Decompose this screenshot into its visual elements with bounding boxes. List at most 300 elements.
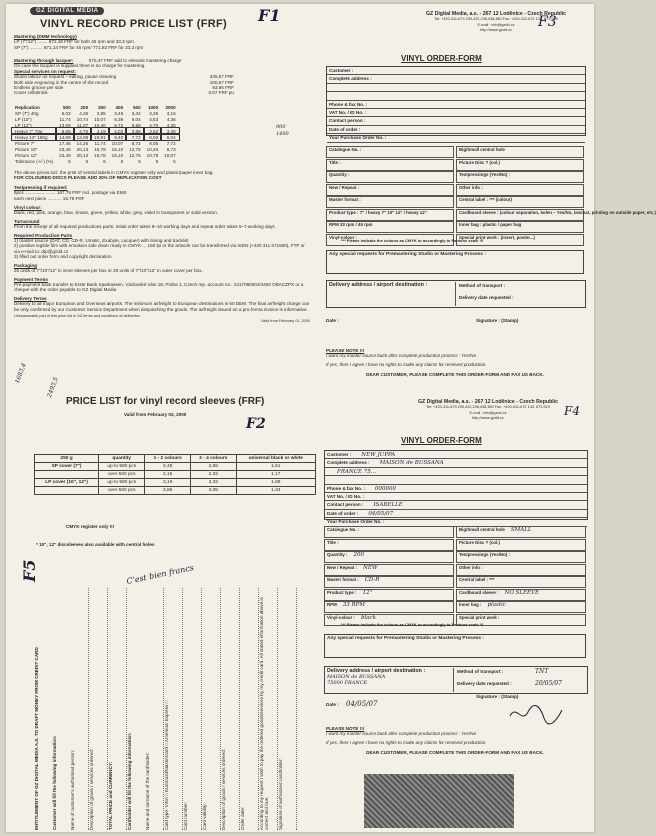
company-tel: Tel: +420-311-673 239,422,238,438,380 Fax: +420-311-672 143, 673 519 <box>434 17 558 22</box>
company-web: http://www.gzdd.cz <box>472 416 504 421</box>
table-header: 1000 <box>147 104 159 110</box>
table-header: universal black or white <box>236 455 315 463</box>
lacquer-heading: Mastering through lacquer: <box>14 58 74 63</box>
delivery-address-value: MAISON de BUSSANA <box>327 674 386 681</box>
delivery-text: Delivery to all major European and Overseas airports. The minimum airfreight to European destinations is 60 DEM. The final airfreight charge can be only confirmed by our Customer Service Department when despatching the goods. The airfreight issued on a pro-forma invoice is informative. <box>14 301 310 312</box>
form-cell-value: 33 RPM <box>342 602 365 608</box>
table-cell: 3,36 <box>161 128 179 134</box>
table-header: 1 - 2 colours <box>145 455 191 463</box>
table-cell: 13,09 <box>59 122 71 128</box>
label-f1: F1 <box>258 6 281 25</box>
table-header: 500 <box>63 104 71 110</box>
mastering-heading: Mastering (DMM technology) <box>14 34 77 39</box>
form-cell[interactable] <box>326 209 454 221</box>
table-header: 2000 <box>165 104 176 110</box>
payment-heading: Payment Terms <box>14 276 48 282</box>
lacquer-value: 0,67 FRF pu <box>208 90 234 96</box>
form-cell-label: Inner bag : <box>459 602 482 607</box>
form-field-value: NEW JUPPA <box>361 452 396 458</box>
credit-card-form <box>34 588 300 830</box>
form-field[interactable] <box>327 84 585 92</box>
table-cell: 12,75 <box>129 152 141 158</box>
scanned-document <box>6 4 656 832</box>
delivery-date-value: 20/05/07 <box>535 680 562 687</box>
table-cell: 2,85 <box>145 487 191 495</box>
form-cell[interactable] <box>456 576 586 588</box>
label-f2: F2 <box>246 416 266 432</box>
credit-card-form-line[interactable]: Card type: VISA □ EuroCard/MasterCard □ American Express □ <box>164 588 183 830</box>
table-cell: 5,03 <box>61 110 71 116</box>
table-cell: LP (10") <box>15 116 32 122</box>
mastering-line: SP (7") .......... 871,14 FRF for 45 rpm/ 771,83 FRF for 33,3 rpm <box>14 44 144 50</box>
signature-label: Signature : (Stamp) <box>476 318 519 323</box>
form-cell-label: Picture Disc ? (col.) <box>459 159 500 165</box>
table-cell: 3,15 <box>166 110 176 116</box>
lacquer-value: 570,47 FRF add to relevant mastering charge <box>88 58 182 63</box>
delivery-heading: Delivery Terms <box>14 295 47 301</box>
form-field-label: Your Purchase Order No. : <box>329 135 387 141</box>
table-cell: 3,05 <box>191 487 237 495</box>
mastering-section <box>14 34 304 50</box>
sleeves-valid: Valid from February 02, 2000 <box>124 412 187 417</box>
form-cell-label: Vinyl-colour : <box>327 614 355 620</box>
table-cell: 23,49 <box>59 146 71 152</box>
form-field[interactable] <box>327 134 585 142</box>
form-cell[interactable] <box>324 539 454 551</box>
form-cell[interactable] <box>324 551 454 563</box>
form-cell[interactable] <box>456 171 584 183</box>
margin-note: 2493,5 <box>46 376 60 399</box>
table-cell: 2,15 <box>145 471 191 479</box>
test-pressing-line: each next piece ........... 16,78 FRF <box>14 195 85 201</box>
form-field[interactable] <box>327 92 585 100</box>
note-line: If yes, then I agree I have no rights to make any claims for received production. <box>326 361 487 367</box>
table-cell: 6 <box>138 158 141 164</box>
method-transport-value: TNT <box>535 668 549 675</box>
form-field[interactable] <box>327 67 585 75</box>
form-cell[interactable] <box>456 196 584 208</box>
please-note: PLEASE NOTE !!! <box>326 348 365 353</box>
form-field-label: VAT No. / ID No. : <box>327 493 365 499</box>
table-cell: 6,04 <box>131 116 141 122</box>
table-cell: 1,34 <box>236 487 315 495</box>
table-cell: up to 500 pcs <box>99 479 145 487</box>
credit-card-form-line[interactable]: Name of customer's authorized person: <box>70 588 89 830</box>
form-field[interactable] <box>327 101 585 109</box>
table-header: Replication <box>15 104 40 110</box>
table-cell: 20,13 <box>76 146 89 152</box>
table-cell: 7,72 <box>166 140 176 146</box>
vinyl-colour-heading: Vinyl colour: <box>14 205 42 211</box>
form-field-label: Date of order : <box>327 510 359 516</box>
table-cell: 3,86 <box>126 128 144 134</box>
form-cell-value: black <box>360 614 376 621</box>
table-cell: SP (7") 40g <box>15 110 39 116</box>
date-value: 04/05/07 <box>346 700 378 708</box>
form-cell[interactable] <box>456 564 586 576</box>
notes-section <box>14 170 310 325</box>
sleeves-table <box>34 454 316 495</box>
form-cell-label: Big/Small central hole <box>459 527 505 532</box>
label-f3: F3 <box>538 14 557 30</box>
company-web: http://www.gzdd.cz <box>480 28 512 33</box>
form-cell[interactable] <box>326 184 454 196</box>
table-header: quantity <box>99 455 145 463</box>
form-cell-label: RPM 33 rpm / 45 rpm <box>329 222 373 227</box>
table-cell: 6,88 <box>131 122 141 128</box>
note-line: If yes, then I agree I have no rights to make any claims for received production. <box>326 739 487 745</box>
table-cell: 15,10 <box>111 146 124 152</box>
form-cell[interactable] <box>326 146 454 158</box>
form-cell[interactable] <box>326 221 454 233</box>
table-cell: Heavy 7" 70g <box>12 128 56 134</box>
lacquer-section <box>14 58 304 96</box>
form-cell-label: Other info : <box>459 184 483 190</box>
table-cell: 4,03 <box>109 128 127 134</box>
table-cell: 6 <box>68 158 71 164</box>
fax-back-note: DEAR CUSTOMER, PLEASE COMPLETE THIS ORDER-FORM AND FAX US BACK. <box>366 372 544 378</box>
form-cell[interactable] <box>324 589 454 601</box>
sleeves-header-row <box>35 455 316 463</box>
credit-card-form-line[interactable]: Description of goods / services ordered: <box>89 588 108 830</box>
table-cell: up to 500 pcs <box>99 463 145 471</box>
table-cell: 9,40 <box>109 134 127 140</box>
table-header: 300 <box>98 104 106 110</box>
form-cell-label: Master format : <box>327 577 359 582</box>
company-email: E-mail : info@gzdd.cz <box>469 410 507 415</box>
req-parts-line: 1) master source (DAT, CD, CD-R, Umatic, Exabyte, Lacquer) with timing and tracklist <box>14 238 189 244</box>
table-cell: 2,65 <box>191 463 237 471</box>
table-cell: Picture 7" <box>15 140 35 146</box>
form-field[interactable] <box>327 109 585 117</box>
form-cell-label: Big/Small central hole <box>459 147 505 152</box>
method-transport-label: Method of transport : <box>457 669 504 674</box>
credit-card-form-line: ENTITLEMENT OF GZ DIGITAL MEDIA A.S. TO DRAFT MONEY FROM CREDIT CARD <box>34 647 39 830</box>
form-field-value: ISABELLE <box>373 502 403 509</box>
table-cell: 3,42 <box>131 110 141 116</box>
form-cell-label: Catalogue No. : <box>327 527 360 532</box>
form-cell-label: Master format : <box>329 197 361 202</box>
table-header: 500 <box>133 104 141 110</box>
form-field-label: Phone & fax No. : <box>329 101 368 107</box>
table-row <box>35 463 316 471</box>
disc-note: * 10", 12" discsleeves also available with central holes <box>36 542 155 547</box>
valid-from: Valid from February 01, 2000 <box>261 319 310 324</box>
table-cell: 6 <box>120 158 124 164</box>
credit-card-form-line[interactable]: Order date: <box>240 588 259 830</box>
table-row <box>35 487 316 495</box>
form-cell-label: Product type : <box>327 589 357 595</box>
test-pressing-heading: Testpressing if required: <box>14 184 68 190</box>
form-cell-label: New / Repeat : <box>329 184 360 190</box>
form-field[interactable] <box>325 485 587 493</box>
credit-card-form-line: According to my request I wish to pay the ordered goods/services by my credit card. All stated information above is correct and true. <box>259 588 278 830</box>
form-field[interactable] <box>325 468 587 476</box>
form-field-label: Complete address : <box>329 76 372 82</box>
table-cell: 14,09 <box>56 134 74 140</box>
test-pressing-line: 5pcs ........................ 167,79 FRF incl. postage via EMS <box>14 190 127 196</box>
form-cell[interactable] <box>456 601 586 613</box>
form-cell[interactable] <box>326 171 454 183</box>
table-cell: 1,51 <box>236 463 315 471</box>
packaging-heading: Packaging <box>14 262 37 268</box>
form-cell[interactable] <box>326 159 454 171</box>
table-cell: 5 <box>155 158 159 164</box>
table-cell: 10,40 <box>146 146 159 152</box>
form-field-value: FRANCE 75... <box>337 468 376 475</box>
form-cell-value: SMALL <box>510 527 532 533</box>
scanned-stamp-image <box>364 774 514 828</box>
form-field-label: VAT No. / ID No. : <box>329 109 367 115</box>
table-row <box>12 134 179 140</box>
company-name: GZ Digital Media, a.s. - 267 12 Loděnice - Czech Republic <box>417 399 559 405</box>
margin-note: 1400 <box>276 131 289 137</box>
table-cell: 8,05 <box>149 140 159 146</box>
form-field-label: Complete address : <box>327 460 370 466</box>
form-cell[interactable] <box>456 221 584 233</box>
table-cell: 8,72 <box>131 140 141 146</box>
form-field[interactable] <box>325 510 587 518</box>
table-cell: 17,45 <box>59 140 71 146</box>
table-cell: 4,70 <box>74 128 92 134</box>
product-info-grid <box>324 526 586 621</box>
form-field-label: Date of order : <box>329 126 361 132</box>
table-row <box>35 471 316 479</box>
credit-card-form-line: Cardholder will fill the following information: <box>127 732 132 830</box>
lacquer-line: Studio labour on request – editing, pause cleaning <box>14 74 117 80</box>
form-field[interactable] <box>325 451 587 459</box>
credit-card-form-line[interactable]: TOTAL PRICE and CURRENCY: <box>108 588 127 830</box>
table-cell: 2,48 <box>145 463 191 471</box>
form-field-label: Phone & fax No. : <box>327 485 366 491</box>
table-cell: 23,49 <box>59 152 71 158</box>
lacquer-line: Cover cellotinink <box>14 90 48 96</box>
req-parts-line: 2) positive legible film with emulsion side down ready in CMYK ... 150 lpi or the artwork can be transferred via ISDN (+420 311 671560), FTP or via e-mail to: dtp@gzdd.cz <box>14 243 305 254</box>
form-field-value: 04/05/07 <box>368 510 394 517</box>
form-cell[interactable] <box>324 526 454 538</box>
form-cell[interactable] <box>456 526 586 538</box>
table-cell: 10,91 <box>91 134 109 140</box>
form-cell-label: Other info : <box>459 564 483 570</box>
form-cell-label: Vinyl-colour : <box>329 234 357 240</box>
form-cell-label: Title : <box>329 159 341 165</box>
form-cell-value: 12" <box>362 589 373 596</box>
table-cell: 10,07 <box>111 140 124 146</box>
table-cell: 20,13 <box>76 152 89 158</box>
lacquer-line: On case the lacquer is supplied there is no charge for mastering. <box>14 63 146 69</box>
table-cell: 3,19 <box>145 479 191 487</box>
form-cell-label: Product type : 7" / heavy 7" 10" 12" / heavy 12" <box>329 209 427 215</box>
form-cell-value: plastic <box>487 602 506 608</box>
vinyl-colour-text: black, red, pink, orange, blue, brown, green, yellow, white, grey, violet in transparent or solid version. <box>14 210 218 216</box>
replication-table <box>12 104 179 164</box>
form-cell-label: Testpressings (Yes/No) : <box>459 172 510 177</box>
table-row <box>35 479 316 487</box>
table-cell: 8,72 <box>114 122 124 128</box>
form-field[interactable] <box>327 126 585 134</box>
credit-card-form-line[interactable]: Card validity: <box>202 588 221 830</box>
form-cell-label: Special print work : <box>459 614 500 620</box>
colored-discs-note: FOR COLOURED DISCS PLEASE ADD 20% OF REPLICATION COST <box>14 175 162 181</box>
method-transport-label: Method of transport : <box>459 283 506 288</box>
form-cell[interactable] <box>456 209 656 221</box>
form-cell[interactable] <box>456 539 586 551</box>
form-cell-label: Catalogue No. : <box>329 147 362 152</box>
form-field[interactable] <box>325 501 587 509</box>
handwritten-note: C'est bien francs <box>125 562 195 587</box>
table-row <box>12 146 179 152</box>
gz-logo: GZ DIGITAL MEDIA <box>30 7 104 15</box>
table-cell: SP cover (7") <box>35 463 99 471</box>
form-field[interactable] <box>325 459 587 467</box>
special-requests-field[interactable] <box>326 250 584 274</box>
table-cell: LP cover (10", 12") <box>35 479 99 487</box>
margin-note: 900 <box>276 124 286 130</box>
company-tel: Tel: +420-311-673 239,422,238,438,380 Fax: +420-311-672 143, 673 519 <box>426 405 550 410</box>
credit-card-form-line[interactable]: Name and surname of the cardholder: <box>145 588 164 830</box>
form-cell[interactable] <box>456 589 586 601</box>
form-cell-label: Inner bag : plastic / paper bag <box>459 222 522 227</box>
special-requests-label: Any special requests for Premastering Studio or Mastering Process : <box>329 252 487 257</box>
lacquer-value: 93,96 FRF <box>212 85 234 91</box>
signature-scribble <box>506 702 566 726</box>
please-note: PLEASE NOTE !!! <box>326 726 365 731</box>
credit-card-form-line[interactable]: Card number: <box>183 588 202 830</box>
date-label: Date : <box>326 318 339 323</box>
form-field-label: Contact person : <box>329 118 366 124</box>
label-f4: F4 <box>564 404 580 418</box>
table-cell: 15,10 <box>111 152 124 158</box>
form-field[interactable] <box>325 476 587 484</box>
delivery-address-field[interactable] <box>329 282 456 306</box>
customer-info-box <box>324 450 588 525</box>
table-row <box>12 152 179 158</box>
form-cell-label: Quantity : <box>327 552 348 557</box>
form-cell-label: Testpressings (Yes/No) : <box>459 552 510 557</box>
cmyk-note: *** Please indicate the colours as CMYK or accordingly to Pantone scale !!! <box>341 622 484 627</box>
table-cell: Picture 12" <box>15 152 38 158</box>
table-cell: 4,36 <box>166 122 176 128</box>
table-cell: 6 <box>85 158 89 164</box>
lacquer-line: Special services on request: <box>14 68 77 74</box>
delivery-box <box>324 666 588 694</box>
table-cell: 6 <box>103 158 106 164</box>
table-cell: 6,04 <box>161 134 179 140</box>
please-note-section <box>326 348 584 378</box>
delivery-box <box>326 280 586 308</box>
packaging-text: 25 units of 7"/10"/12" in inner sleeves per box or 20 units of 7"/10"/12" in outer cover per box. <box>14 268 203 274</box>
form-cell-label: Title : <box>327 539 339 545</box>
lacquer-line: Both side engraving in the centre of the record <box>14 79 109 85</box>
form-field-label: Your Purchase Order No. : <box>327 519 385 525</box>
form-cell-value: NEW <box>363 564 378 571</box>
table-cell <box>35 471 99 479</box>
table-cell: 5 <box>173 158 176 164</box>
form-field[interactable] <box>327 117 585 125</box>
company-name: GZ Digital Media, a.s. - 267 12 Loděnice - Czech Republic <box>425 11 567 17</box>
credit-card-form-line[interactable]: Signature of authorized cardholder: <box>278 588 297 830</box>
form-cell[interactable] <box>324 564 454 576</box>
customer-info-box <box>326 66 586 141</box>
order-form-title: VINYL ORDER-FORM <box>401 436 482 445</box>
form-cell-value: 200 <box>353 552 364 558</box>
form-cell[interactable] <box>326 196 454 208</box>
company-email: E-mail : info@gzdd.cz <box>477 22 515 27</box>
table-cell: 14,26 <box>76 140 89 146</box>
table-cell: 8,39 <box>114 116 124 122</box>
table-cell: 10,79 <box>146 152 159 158</box>
form-cell[interactable] <box>324 601 454 613</box>
form-field-value: MAISON de BUSSANA <box>379 460 444 467</box>
table-cell: 12,75 <box>129 146 141 152</box>
table-cell: 10,07 <box>164 152 176 158</box>
company-header <box>406 12 586 34</box>
turnaround-text: From the receipt of all required productions parts: Initial order takes 8–10 working days and repeat order takes 5–7 working days <box>14 224 275 230</box>
form-field-label: Customer : <box>327 452 352 457</box>
table-cell: Tolerance (+/-) (%) <box>15 158 54 164</box>
special-requests-label: Any special requests for Premastering Studio or Mastering Process : <box>327 636 485 641</box>
table-header: 250 g <box>35 455 99 463</box>
table-cell: 4,36 <box>166 116 176 122</box>
delivery-address-field[interactable] <box>327 668 454 692</box>
table-cell: 4,70 <box>149 122 159 128</box>
table-cell: 2,32 <box>191 471 237 479</box>
table-cell: Picture 10" <box>15 146 38 152</box>
form-cell-label: Cardboard sleeve : <box>459 589 499 595</box>
table-cell: 4,19 <box>91 128 109 134</box>
footer-small: Unseasonable part of this price list is GZ terms and conditions of deliveries. <box>14 313 141 318</box>
delivery-address-label: Delivery address / airport destination : <box>327 668 426 674</box>
table-cell: 16,78 <box>94 146 106 152</box>
lacquer-value: 335,57 FRF <box>209 74 234 80</box>
label-f5: F5 <box>20 559 39 582</box>
table-cell: over 500 pcs <box>99 487 145 495</box>
date-label: Date : <box>326 702 339 707</box>
form-field[interactable] <box>327 75 585 83</box>
table-cell: 8,73 <box>166 146 176 152</box>
payment-text: Pre-payment bank transfer to Erste Bank Sparkassen, Václavské nám 18, Praha 1, Czech rep. account no.: 2417090002/4400 OBACZPX or a cheque with the order payable to GZ Digital Media <box>14 281 304 293</box>
table-cell: 10,40 <box>94 122 106 128</box>
table-cell: 1,68 <box>236 479 315 487</box>
table-cell: 10,74 <box>76 116 89 122</box>
lacquer-line: Endless groove per side <box>14 85 64 91</box>
special-requests-field[interactable] <box>324 634 586 658</box>
form-cell[interactable] <box>456 159 584 171</box>
form-field-label: Contact person : <box>327 502 364 508</box>
form-field[interactable] <box>325 493 587 501</box>
form-cell[interactable] <box>324 576 454 588</box>
table-cell <box>35 487 99 495</box>
form-cell-label: Cardboard sleeve : (colour separation, kolen – Yes/No, laminat, printing on outside paper, etc.) <box>459 209 656 215</box>
table-cell: 16,78 <box>94 152 106 158</box>
table-row <box>12 158 179 164</box>
credit-card-form-line[interactable]: Description of goods / services ordered: <box>221 588 240 830</box>
order-form-title: VINYL ORDER-FORM <box>401 54 482 63</box>
form-cell[interactable] <box>456 146 584 158</box>
delivery-address-label: Delivery address / airport destination : <box>329 282 428 288</box>
table-cell: 1,17 <box>236 471 315 479</box>
lacquer-value: 100,67 FRF <box>209 79 234 85</box>
table-cell: over 500 pcs <box>99 471 145 479</box>
form-cell-label: Special print work : (insert, poster...) <box>459 234 535 240</box>
table-cell: 12,08 <box>74 134 92 140</box>
delivery-address-value: 75000 FRANCE <box>327 680 368 687</box>
table-cell: Heavy 12" 180g <box>12 134 56 140</box>
form-cell-label: RPM <box>327 602 337 607</box>
product-info-grid <box>326 146 656 240</box>
form-cell[interactable] <box>456 551 586 563</box>
form-cell[interactable] <box>456 184 584 196</box>
